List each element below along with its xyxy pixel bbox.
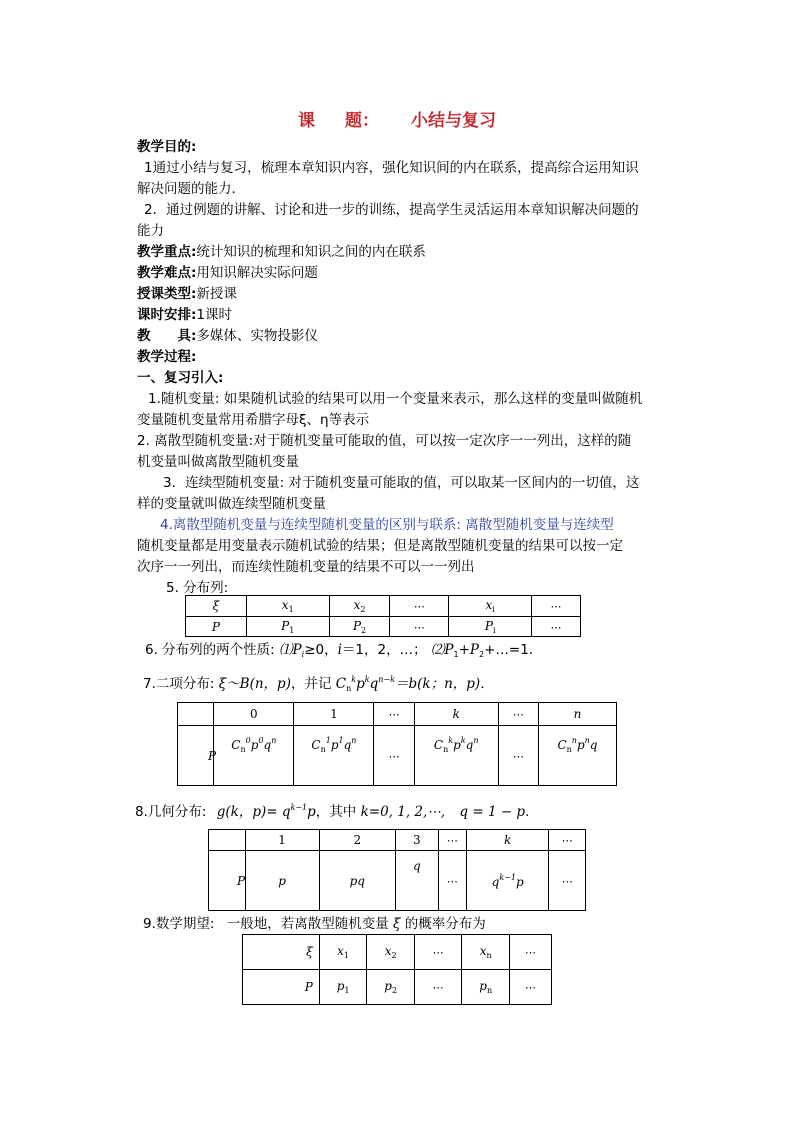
table-cell: ⋯ <box>374 703 414 726</box>
table-cell: $P_1$ <box>246 617 329 637</box>
table-cell: $x_1$ <box>319 935 367 970</box>
table-cell: $x_2$ <box>329 596 390 617</box>
review-p3-line-2: 样的变量就叫做连续型随机变量 <box>137 496 326 512</box>
table-cell: ⋯ <box>390 617 449 637</box>
objective-1-line-1: 1通过小结与复习，梳理本章知识内容，强化知识间的内在联系，提高综合运用知识 <box>144 160 639 176</box>
review-p1-line-1: 1.随机变量: 如果随机试验的结果可以用一个变量来表示，那么这样的变量叫做随机 <box>148 391 643 407</box>
review-p2-line-2: 机变量叫做离散型随机变量 <box>137 454 299 470</box>
table-row <box>186 617 581 637</box>
review-heading: 一、复习引入: <box>137 370 224 386</box>
table-row <box>209 851 586 911</box>
table-cell: 1 <box>294 703 374 726</box>
table-row <box>186 596 581 617</box>
table-row <box>243 970 552 1005</box>
objective-2-line-2: 能力 <box>137 223 164 239</box>
review-p4-line-1 <box>160 515 614 535</box>
table-cell: ξ <box>186 596 247 617</box>
schedule-row: 课时安排:1课时 <box>137 307 232 323</box>
table-cell: $x_2$ <box>367 935 415 970</box>
table-cell: ⋯ <box>509 935 551 970</box>
table-cell: 2 <box>319 830 395 851</box>
table-cell: $p_1$ <box>319 970 367 1005</box>
difficulty-row: 教学难点:用知识解决实际问题 <box>137 265 318 281</box>
table-cell: P <box>209 851 246 911</box>
binomial-term: $C_n^kp^kq^{n-k}$ <box>335 675 395 693</box>
review-p4-line-3: 次序一一列出，而连续性随机变量的结果不可以一一列出 <box>137 559 475 575</box>
table-cell: ⋯ <box>532 617 581 637</box>
table-cell: P <box>186 617 247 637</box>
table-cell: ⋯ <box>498 726 538 786</box>
table-cell: p <box>245 851 319 911</box>
table-cell: $P_2$ <box>329 617 390 637</box>
geometric-table <box>208 829 586 911</box>
table-cell: $x_1$ <box>246 596 329 617</box>
review-p3-line-1: 3．连续型随机变量: 对于随机变量可能取的值，可以取某一区间内的一切值，这 <box>163 475 640 491</box>
table-cell: k <box>414 703 498 726</box>
table-cell: $C_n^0p^0q^n$ <box>214 726 294 786</box>
type-row: 授课类型:新授课 <box>137 286 237 302</box>
review-p8: 8.几何分布: g(k，$p)= q^{k-1}p$，其中 k=0, 1, 2,⋯, q = 1 − p． <box>135 803 539 820</box>
table-cell: $q^{k-1}p$ <box>466 851 549 911</box>
table-cell <box>178 703 214 726</box>
table-cell: ⋯ <box>414 970 461 1005</box>
table-cell: q <box>395 851 438 911</box>
table-cell: 0 <box>214 703 294 726</box>
table-cell: $C_n^1p^1q^n$ <box>294 726 374 786</box>
review-p4-line-1-text: 4.离散型随机变量与连续型随机变量的区别与联系: 离散型随机变量与连续型 <box>160 517 614 533</box>
table-cell: ⋯ <box>414 935 461 970</box>
table-cell: k <box>466 830 549 851</box>
binomial-table <box>177 702 617 786</box>
table-cell: pq <box>319 851 395 911</box>
table-cell: $p_n$ <box>462 970 510 1005</box>
page-title: 课 题： 小结与复习 <box>298 111 496 131</box>
table-cell: $p_2$ <box>367 970 415 1005</box>
table-cell: ⋯ <box>498 703 538 726</box>
table-cell: ξ <box>243 935 320 970</box>
objective-1-line-2: 解决问题的能力． <box>137 181 245 197</box>
table-row <box>178 726 617 786</box>
review-p9: 9.数学期望: 一般地，若离散型随机变量 ξ 的概率分布为 <box>143 916 486 932</box>
process-heading: 教学过程: <box>137 349 197 365</box>
geometric-term: $q^{k-1}p$ <box>281 803 316 820</box>
objectives-heading: 教学目的: <box>137 139 197 155</box>
review-p1-line-2: 变量随机变量常用希腊字母ξ、η等表示 <box>137 412 370 428</box>
table-cell: ⋯ <box>374 726 414 786</box>
table-cell: P <box>243 970 320 1005</box>
table-cell: 1 <box>245 830 319 851</box>
table-row <box>209 830 586 851</box>
table-cell: $x_n$ <box>462 935 510 970</box>
table-cell: ⋯ <box>438 851 466 911</box>
table-cell: ⋯ <box>549 851 586 911</box>
review-p7: 7.二项分布: ξ～B(n，p)，并记 $C_n^kp^kq^{n-k}=b(k$；n，p)． <box>143 675 494 693</box>
table-cell: ⋯ <box>532 596 581 617</box>
table-cell: $C_n^kp^kq^n$ <box>414 726 498 786</box>
table-cell: n <box>538 703 616 726</box>
table-cell: ⋯ <box>390 596 449 617</box>
expectation-table <box>242 934 552 1005</box>
table-cell <box>209 830 246 851</box>
table-cell: ⋯ <box>509 970 551 1005</box>
review-p2-line-1: 2. 离散型随机变量:对于随机变量可能取的值，可以按一定次序一一列出，这样的随 <box>137 433 632 449</box>
objective-2-line-1: 2．通过例题的讲解、讨论和进一步的训练，提高学生灵活运用本章知识解决问题的 <box>144 202 639 218</box>
table-cell: $P_i$ <box>449 617 532 637</box>
table-cell: $C_n^np^nq$ <box>538 726 616 786</box>
table-cell: ⋯ <box>549 830 586 851</box>
table-row <box>243 935 552 970</box>
tools-row: 教 具:多媒体、实物投影仪 <box>137 328 318 344</box>
table-cell: P <box>178 726 214 786</box>
table-cell: 3 <box>395 830 438 851</box>
table-row <box>178 703 617 726</box>
table-cell: $x_i$ <box>449 596 532 617</box>
review-p6: 6. 分布列的两个性质: $⑴P_i\ge 0$，i＝1，2，…； $⑵P_1+P_2+\dots=1$． <box>145 642 543 659</box>
distribution-table <box>185 595 581 637</box>
review-p4-line-2: 随机变量都是用变量表示随机试验的结果；但是离散型随机变量的结果可以按一定 <box>137 538 623 554</box>
review-p5: 5. 分布列: <box>166 580 229 596</box>
table-cell: ⋯ <box>438 830 466 851</box>
focus-row: 教学重点:统计知识的梳理和知识之间的内在联系 <box>137 244 426 260</box>
